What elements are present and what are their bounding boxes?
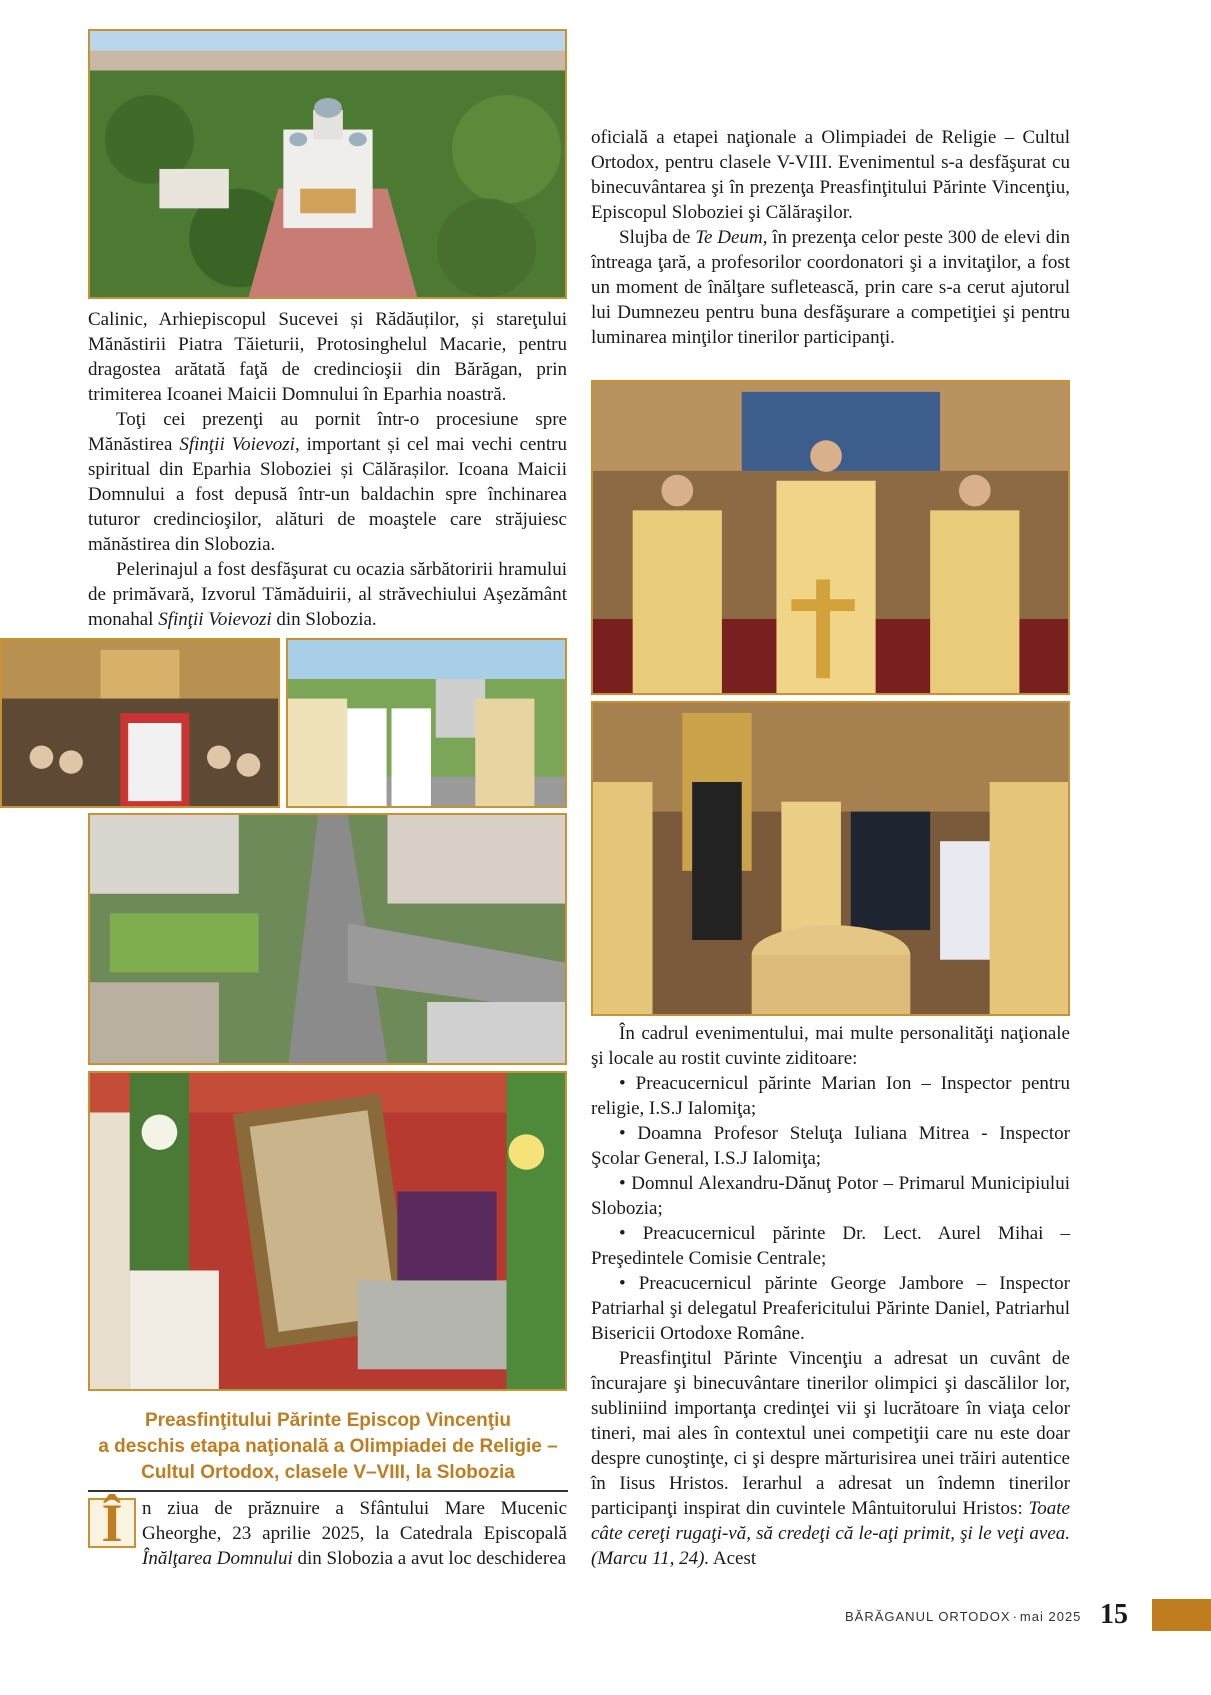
left-column-text (88, 307, 567, 632)
list-item: • Preacucernicul părinte George Jambore – Inspector Patriarhal şi delegatul Preafericitului Părinte Daniel, Patriarhul Bisericii Ortodoxe Române. (591, 1273, 1070, 1344)
photo-aerial-cathedral (88, 29, 567, 299)
photo-icon-relics (88, 1071, 567, 1391)
list-item: • Preacucernicul părinte Dr. Lect. Aurel Mihai – Preşedintele Comisie Centrale; (591, 1223, 1070, 1269)
article-intro (88, 1493, 567, 1571)
paragraph: În cadrul evenimentului, mai multe personalităţi naţionale şi locale au rostit cuvinte ziditoare: (591, 1023, 1070, 1069)
photo-aerial-street (88, 813, 567, 1065)
page-number: 15 (1100, 1599, 1128, 1630)
paragraph: oficială a etapei naţionale a Olimpiadei de Religie – Cultul Ortodox, pentru clasele V-VIII. Evenimentul s-a desfăşurat cu binecuvântarea şi în prezenţa Preasfinţitului Părinte Vincenţiu, Episcopul Sloboziei şi Călăraşilor. (591, 127, 1070, 223)
photo-procession-icon (286, 638, 567, 808)
paragraph: Pelerinajul a fost desfăşurat cu ocazia sărbătoririi hramului de primăvară, Izvorul Tămăduirii, al străvechiului Aşezământ monahal Sfinţii Voievozi din Slobozia. (88, 559, 567, 630)
right-column-top-text (591, 125, 1070, 350)
dropcap-letter: Î (88, 1498, 136, 1548)
paragraph: Toţi cei prezenţi au pornit într-o procesiune spre Mănăstirea Sfinţii Voievozi, important și cel mai vechi centru spiritual din Eparhia Sloboziei și Călărașilor. Icoana Maicii Domnului a fost depusă într-un baldachin spre închinarea tuturor credincioşilor, alături de moaştele care străjuiesc mănăstirea din Slobozia. (88, 409, 568, 555)
footer-publication: BĂRĂGANUL ORTODOX · mai 2025 (845, 1609, 1082, 1624)
paragraph: Preasfinţitul Părinte Vincenţiu a adresat un cuvânt de încurajare şi binecuvântare tinerilor olimpici şi dascălilor lor, subliniind importanţa credinţei vii şi lucrătoare în viaţa celor tineri, mai ales în contextul unei competiţii care nu este doar despre cunoştinţe, ci şi despre mărturisirea unei trăiri autentice în Iisus Hristos. Ierarhul a adresat un îndemn tinerilor participanţi inspirat din cuvintele Mântuitorului Hristos: Toate câte cereţi rugaţi-vă, să credeţi că le-aţi primit, şi le veţi avea. (Marcu 11, 24). Acest (591, 1348, 1070, 1569)
paragraph: Î n ziua de prăznuire a Sfântului Mare Mucenic Gheorghe, 23 aprilie 2025, la Catedrala Episcopală Înălţarea Domnului din Slobozia a avut loc deschiderea (88, 1496, 567, 1571)
photo-bishop-service (591, 701, 1070, 1016)
paragraph: Slujba de Te Deum, în prezenţa celor peste 300 de elevi din întreaga ţară, a profesorilor coordonatori şi a invitaţilor, a fost un moment de înălţare sufletească, prin care s-a cerut ajutorul lui Dumnezeu pentru buna desfăşurare a competiţiei şi pentru luminarea minţilor tinerilor participanţi. (591, 227, 1070, 348)
photo-church-interior-crowd (0, 638, 280, 808)
headline-divider (88, 1490, 568, 1492)
footer-accent-bar (1152, 1599, 1211, 1631)
photo-priests-altar (591, 380, 1070, 695)
list-item: • Doamna Profesor Steluţa Iuliana Mitrea - Inspector Şcolar General, I.S.J Ialomiţa; (591, 1123, 1070, 1169)
article-headline: Preasfinţitului Părinte Episcop Vincenţiu a deschis etapa naţională a Olimpiadei de Religie – Cultul Ortodox, clasele V–VIII, la Slobozia (98, 1410, 558, 1483)
paragraph: Calinic, Arhiepiscopul Sucevei și Rădăuților, și stareţului Mănăstirii Piatra Tăieturii, Protosinghelul Macarie, pentru dragostea arătată faţă de credincioşii din Bărăgan, prin trimiterea Icoanei Maicii Domnului în Eparhia noastră. (88, 309, 567, 405)
list-item: • Domnul Alexandru-Dănuţ Potor – Primarul Municipiului Slobozia; (591, 1173, 1070, 1219)
right-column-bottom-text (591, 1021, 1070, 1571)
list-item: • Preacucernicul părinte Marian Ion – Inspector pentru religie, I.S.J Ialomiţa; (591, 1073, 1070, 1119)
